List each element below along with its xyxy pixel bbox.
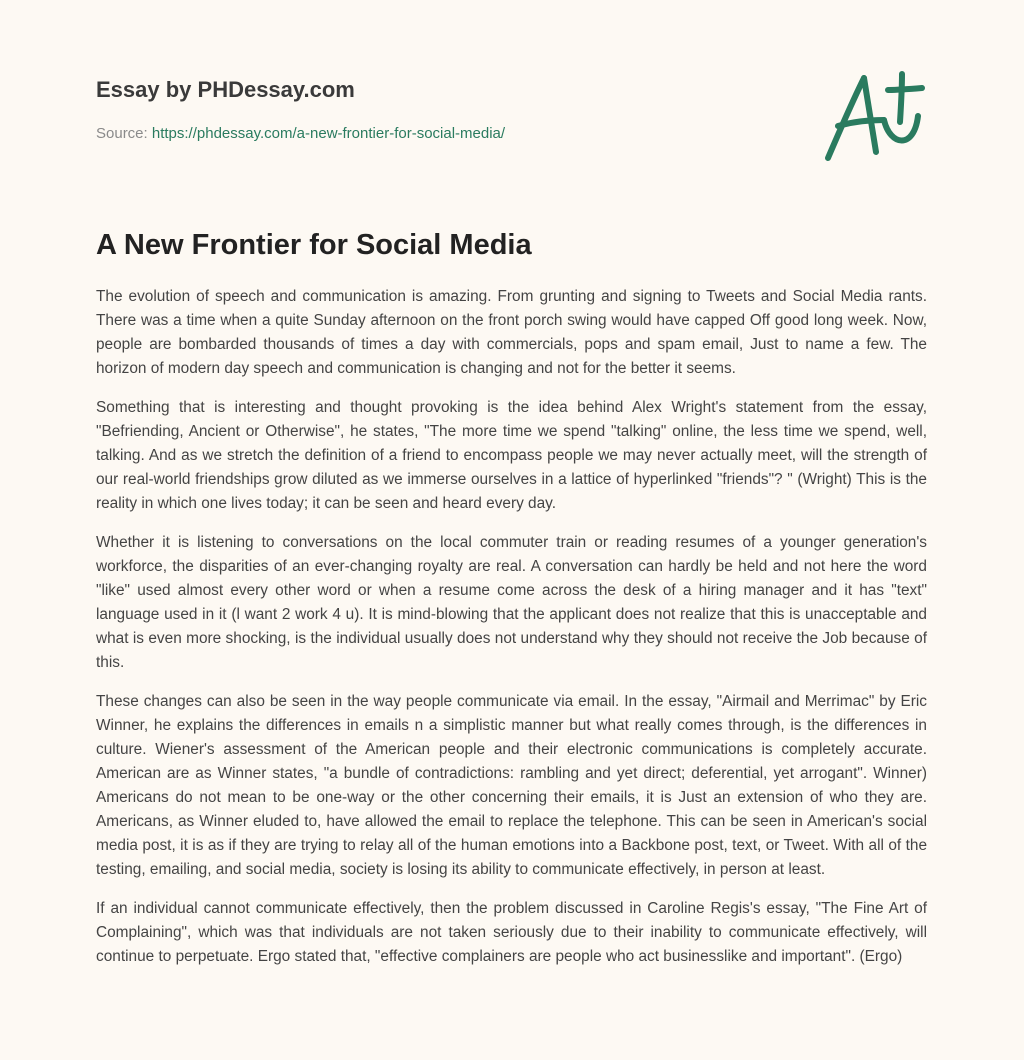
site-title: Essay by PHDessay.com	[96, 77, 355, 102]
a-plus-grade-icon	[818, 66, 930, 166]
essay-title: A New Frontier for Social Media	[96, 229, 532, 261]
essay-paragraph: Whether it is listening to conversations on the local commuter train or reading resumes of a younger generation's workforce, the disparities of an ever-changing royalty are real. A conversation can hardly be held and not here the word "like" used almost every other word or when a resume come across the desk of a hiring manager and it has "text" language used in it (l want 2 work 4 u). It is mind-blowing that the applicant does not realize that this is unacceptable and what is even more shocking, is the individual usually does not understand why they should not receive the Job because of this.	[96, 534, 927, 671]
essay-paragraph: The evolution of speech and communication is amazing. From grunting and signing to Tweets and Social Media rants. There was a time when a quite Sunday afternoon on the front porch swing would have capped Off good long week. Now, people are bombarded thousands of times a day with commercials, pops and spam email, Just to name a few. The horizon of modern day speech and communication is changing and not for the better it seems.	[96, 288, 927, 377]
essay-paragraph: If an individual cannot communicate effectively, then the problem discussed in Caroline Regis's essay, "The Fine Art of Complaining", which was that individuals are not taken seriously due to their inability to communicate effectively, will continue to perpetuate. Ergo stated that, "effective complainers are people who act businesslike and important". (Ergo)	[96, 900, 927, 965]
page-header	[96, 76, 796, 144]
essay-paragraph: Something that is interesting and thought provoking is the idea behind Alex Wright's statement from the essay, "Befriending, Ancient or Otherwise", he states, "The more time we spend "talking" online, the less time we spend, well, talking. And as we stretch the definition of a friend to encompass people we may never actually meet, will the strength of our real-world friendships grow diluted as we immerse ourselves in a lattice of hyperlinked "friends"? " (Wright) This is the reality in which one lives today; it can be seen and heard every day.	[96, 399, 927, 512]
source-line	[96, 124, 796, 144]
essay-body	[96, 285, 927, 984]
source-link[interactable]: https://phdessay.com/a-new-frontier-for-social-media/	[151, 125, 506, 142]
essay-paragraph: These changes can also be seen in the way people communicate via email. In the essay, "Airmail and Merrimac" by Eric Winner, he explains the differences in emails n a simplistic manner but what really comes through, is the differences in culture. Wiener's assessment of the American people and their electronic communications is completely accurate. American are as Winner states, "a bundle of contradictions: rambling and yet direct; deferential, yet arrogant". Winner) Americans do not mean to be one-way or the other concerning their emails, it is Just an extension of who they are. Americans, as Winner eluded to, have allowed the email to replace the telephone. This can be seen in American's social media post, it is as if they are trying to relay all of the human emotions into a Backbone post, text, or Tweet. With all of the testing, emailing, and social media, society is losing its ability to communicate effectively, in person at least.	[96, 693, 927, 878]
source-label: Source:	[96, 125, 148, 142]
